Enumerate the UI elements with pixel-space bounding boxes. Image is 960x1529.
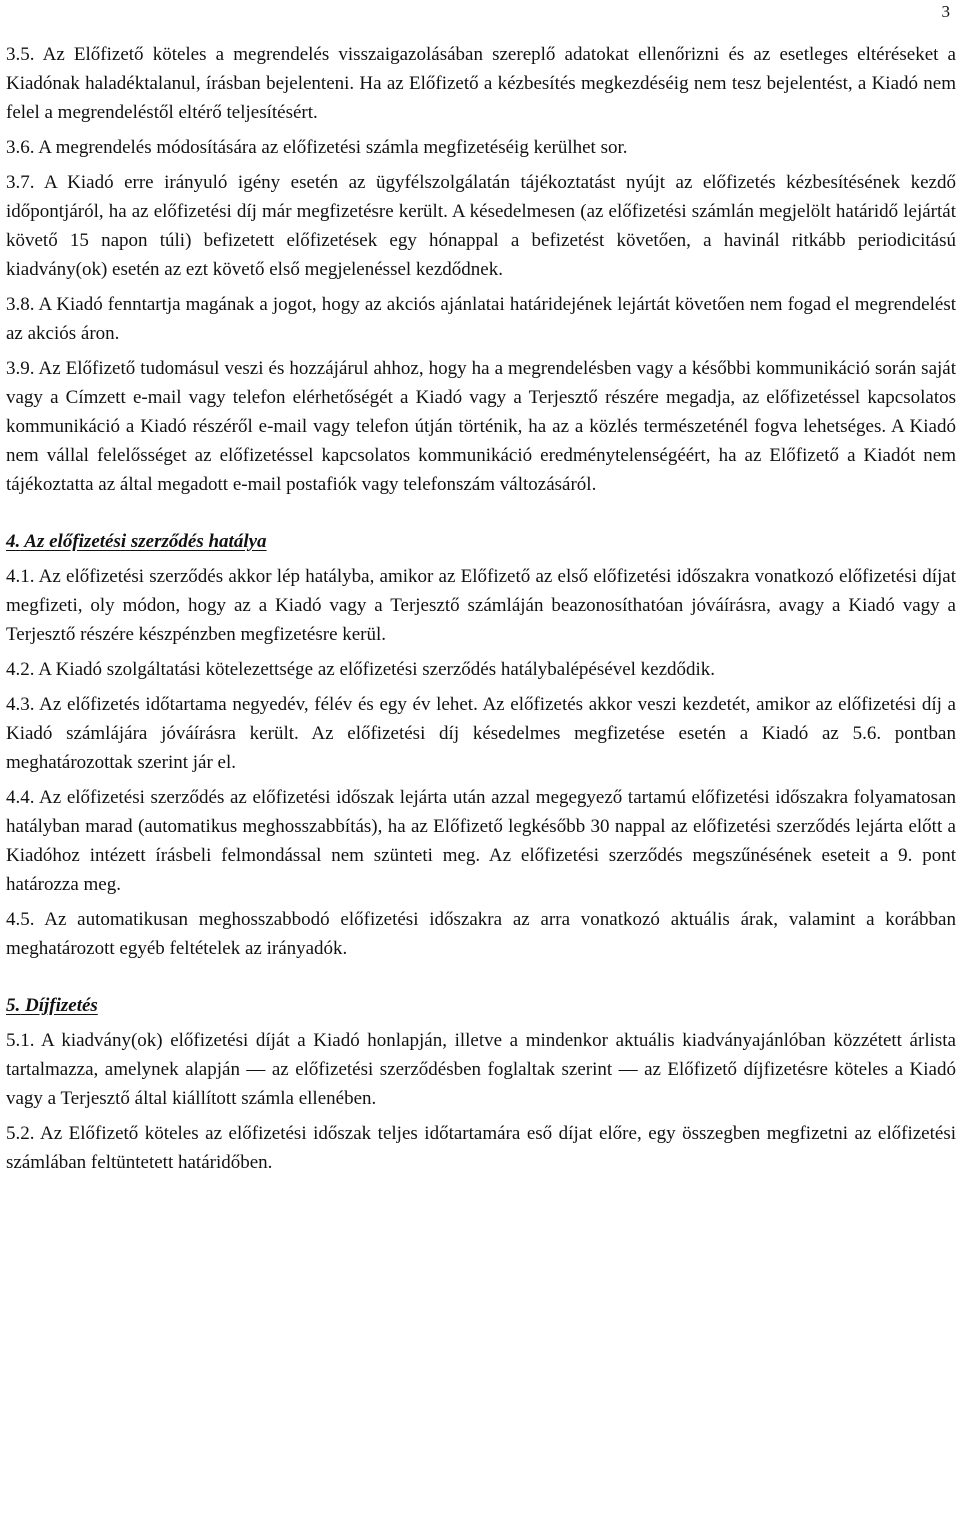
section-spacer	[6, 505, 956, 527]
paragraph-5-1: 5.1. A kiadvány(ok) előfizetési díját a Kiadó honlapján, illetve a mindenkor aktuális kiadványajánlóban közzétett árlista tartalmazza, amelynek alapján — az előfizetési szerződésben foglaltak szerint — az Előfizető díjfizetésre köteles a Kiadó vagy a Terjesztő által kiállított számla ellenében.	[6, 1030, 956, 1109]
paragraph-3-6: 3.6. A megrendelés módosítására az előfizetési számla megfizetéséig kerülhet sor.	[6, 137, 628, 158]
section-4-title: Az előfizetési szerződés hatálya	[24, 531, 267, 552]
paragraph-4-2: 4.2. A Kiadó szolgáltatási kötelezettsége az előfizetési szerződés hatálybalépésével kezdődik.	[6, 659, 716, 680]
section-spacer	[6, 969, 956, 991]
paragraph-4-4: 4.4. Az előfizetési szerződés az előfizetési időszak lejárta után azzal megegyező tartamú előfizetési időszakra folyamatosan hatályban marad (automatikus meghosszabbítás), ha az Előfizető legkésőbb 30 nappal az előfizetési szerződés lejárta előtt a Kiadóhoz intézett írásbeli felmondással nem szünteti meg. Az előfizetési szerződés megszűnésének eseteit a 9. pont határozza meg.	[6, 787, 956, 895]
page-number: 3	[941, 2, 950, 21]
paragraph-3-8: 3.8. A Kiadó fenntartja magának a jogot, hogy az akciós ajánlatai határidejének lejártát követően nem fogad el megrendelést az akciós áron.	[6, 294, 956, 344]
section-5-number: 5.	[6, 995, 21, 1016]
section-4-number: 4.	[6, 531, 21, 552]
paragraph-3-5: 3.5. Az Előfizető köteles a megrendelés visszaigazolásában szereplő adatokat ellenőrizni és az esetleges eltéréseket a Kiadónak haladéktalanul, írásban bejelenteni. Ha az Előfizető a kézbesítés megkezdéséig nem tesz bejelentést, a Kiadó nem felel a megrendeléstől eltérő teljesítésért.	[6, 44, 956, 123]
section-5-heading	[6, 991, 956, 1020]
paragraph-3-9: 3.9. Az Előfizető tudomásul veszi és hozzájárul ahhoz, hogy ha a megrendelésben vagy a későbbi kommunikáció során saját vagy a Címzett e-mail vagy telefon elérhetőségét a Kiadó vagy a Terjesztő részére megadja, az előfizetéssel kapcsolatos kommunikáció a Kiadó részéről e-mail vagy telefon útján történik, ha az a közlés természeténél fogva lehetséges. A Kiadó nem vállal felelősséget az előfizetéssel kapcsolatos kommunikáció eredménytelenségéért, ha az Előfizető a Kiadót nem tájékoztatta az által megadott e-mail postafiók vagy telefonszám változásáról.	[6, 358, 956, 495]
paragraph-5-2: 5.2. Az Előfizető köteles az előfizetési időszak teljes időtartamára eső díjat előre, egy összegben megfizetni az előfizetési számlában feltüntetett határidőben.	[6, 1123, 956, 1173]
paragraph-4-5: 4.5. Az automatikusan meghosszabbodó előfizetési időszakra az arra vonatkozó aktuális árak, valamint a korábban meghatározott egyéb feltételek az irányadók.	[6, 909, 956, 959]
section-5-title: Díjfizetés	[25, 995, 98, 1016]
document-body	[6, 40, 956, 1183]
paragraph-4-1: 4.1. Az előfizetési szerződés akkor lép hatályba, amikor az Előfizető az első előfizetési időszakra vonatkozó előfizetési díjat megfizeti, oly módon, hogy az a Kiadó vagy a Terjesztő számláján beazonosíthatóan jóváírásra, avagy a Kiadó vagy a Terjesztő részére készpénzben megfizetésre kerül.	[6, 566, 956, 645]
paragraph-3-7: 3.7. A Kiadó erre irányuló igény esetén az ügyfélszolgálatán tájékoztatást nyújt az előfizetés kézbesítésének kezdő időpontjáról, ha az előfizetési díj már megfizetésre került. A késedelmesen (az előfizetési számlán megjelölt határidő lejártát követő 15 napon túli) befizetett előfizetések egy hónappal a befizetést követően, a havinál ritkább periodicitású kiadvány(ok) esetén az ezt követő első megjelenéssel kezdődnek.	[6, 172, 956, 280]
section-4-heading	[6, 527, 956, 556]
paragraph-4-3: 4.3. Az előfizetés időtartama negyedév, félév és egy év lehet. Az előfizetés akkor veszi kezdetét, amikor az előfizetési díj a Kiadó számlájára jóváírásra került. Az előfizetési díj késedelmes megfizetése esetén a Kiadó az 5.6. pontban meghatározottak szerint jár el.	[6, 694, 956, 773]
